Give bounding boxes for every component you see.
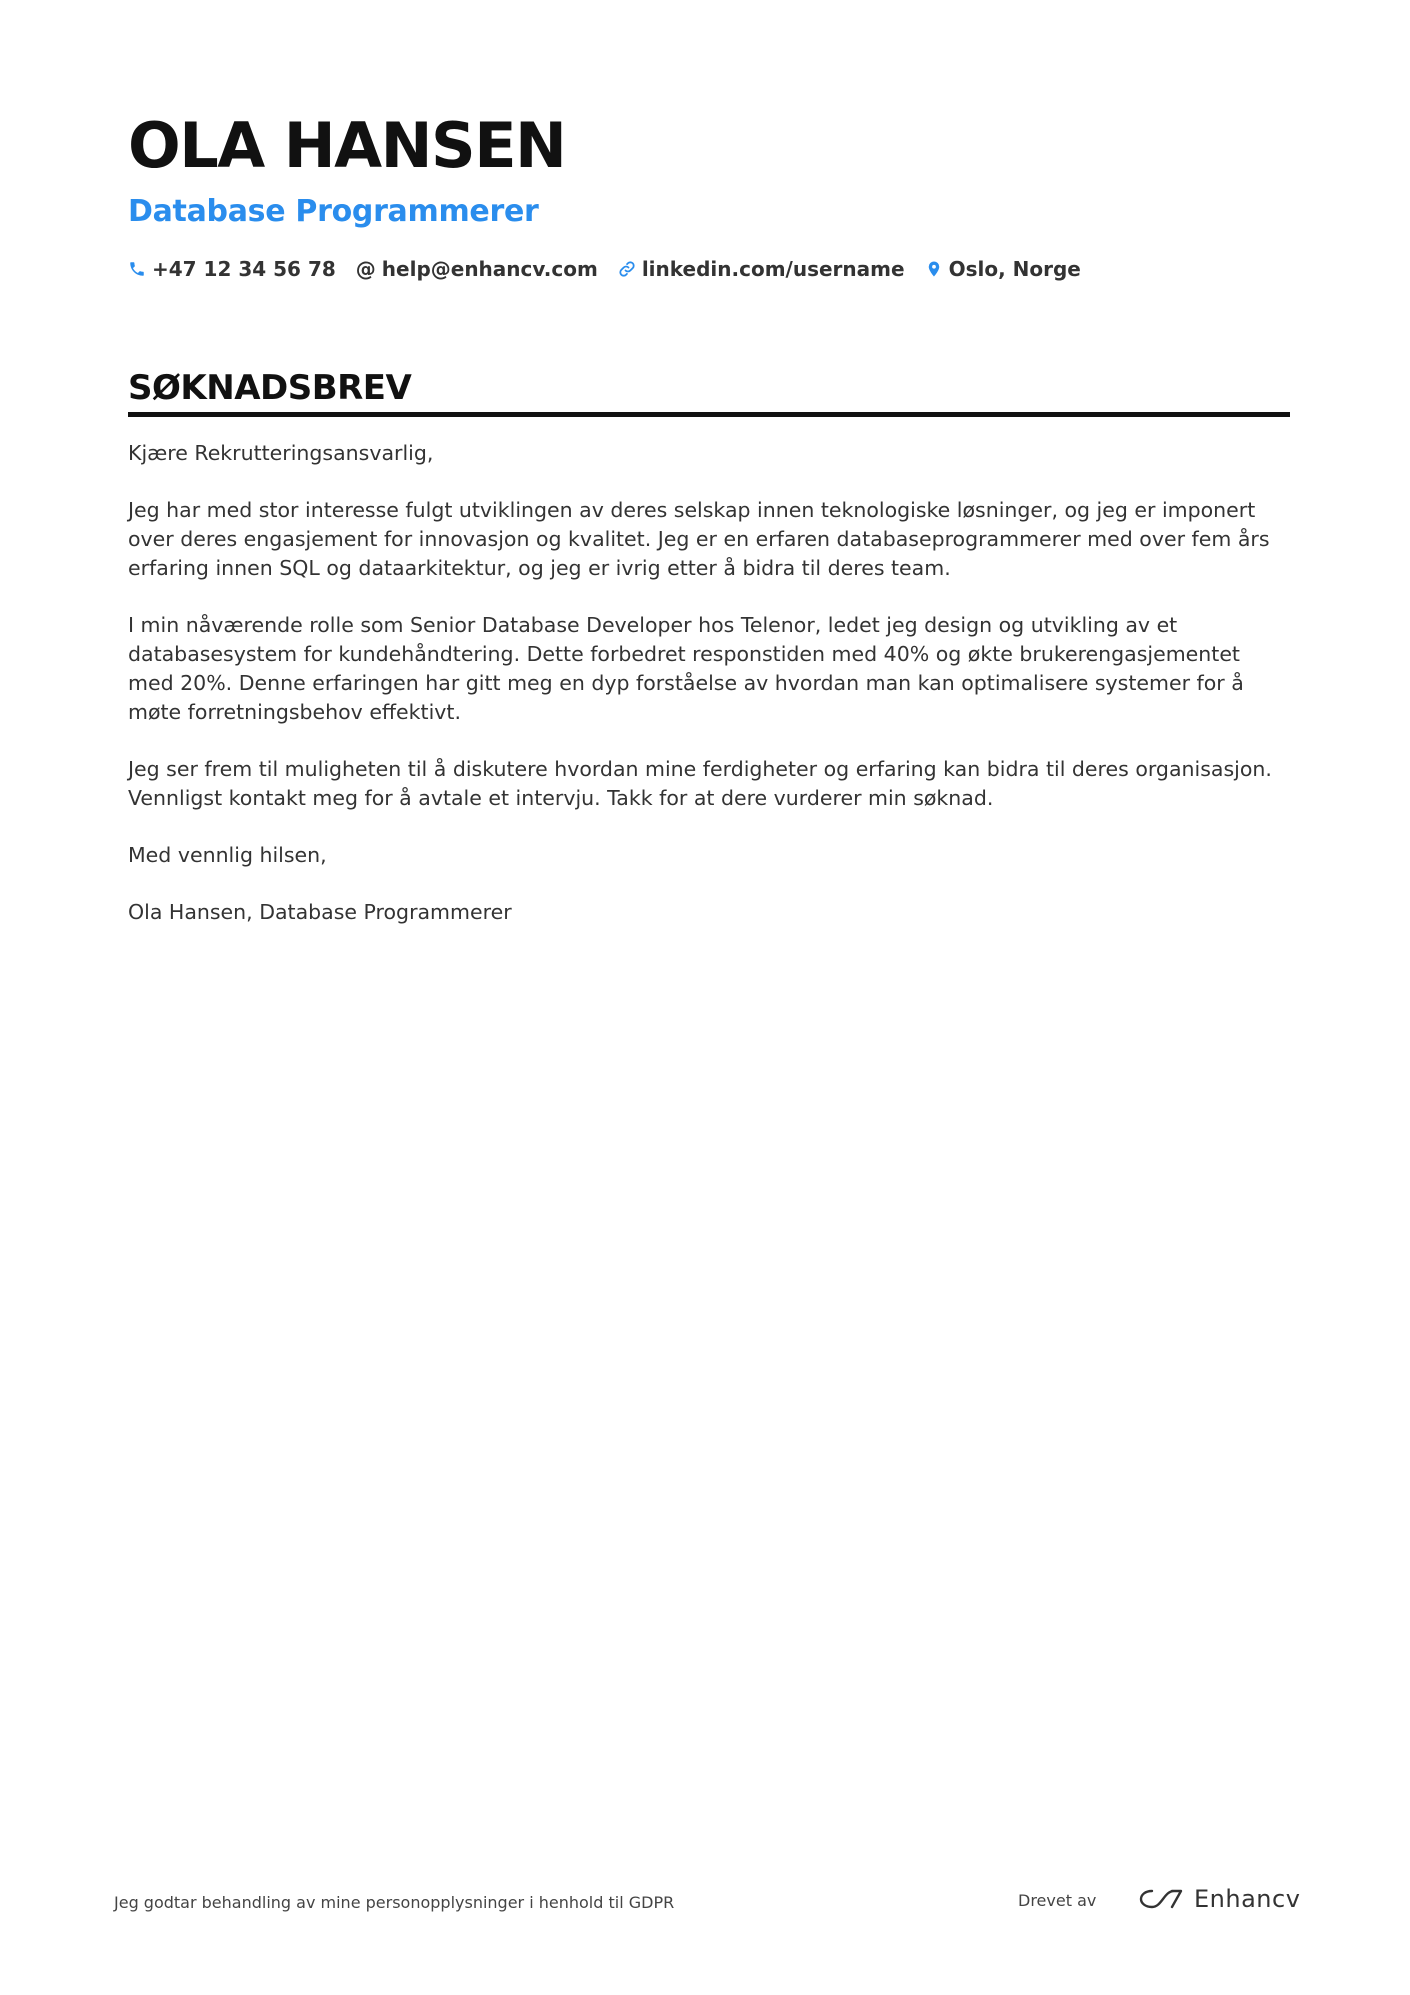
letter-closing: Med vennlig hilsen, [128, 843, 327, 867]
powered-by-text: Drevet av [1018, 1891, 1097, 1910]
applicant-name: OLA HANSEN [128, 109, 566, 182]
map-pin-icon [925, 260, 943, 278]
contact-row [128, 254, 1290, 284]
phone-text: +47 12 34 56 78 [152, 257, 336, 281]
phone-icon [128, 260, 146, 278]
linkedin-text: linkedin.com/username [641, 257, 905, 281]
enhancv-logo[interactable] [1138, 1885, 1300, 1913]
letter-body [128, 439, 1290, 927]
letter-paragraph-1: Jeg har med stor interesse fulgt utviklingen av deres selskap innen teknologiske løsninger, og jeg er imponert over deres engasjement for innovasjon og kvalitet. Jeg er en erfaren databaseprogrammerer med over fem års erfaring innen SQL og dataarkitektur, og jeg er ivrig etter å bidra til deres team. [128, 498, 1270, 580]
link-icon [618, 260, 636, 278]
section-divider [128, 412, 1290, 417]
letter-signature: Ola Hansen, Database Programmerer [128, 900, 512, 924]
resume-header [128, 108, 1290, 284]
email-text: help@enhancv.com [381, 257, 598, 281]
section-title: SØKNADSBREV [128, 368, 412, 408]
location-text: Oslo, Norge [948, 257, 1081, 281]
letter-greeting: Kjære Rekrutteringsansvarlig, [128, 441, 434, 465]
gdpr-consent-text: Jeg godtar behandling av mine personopplysninger i henhold til GDPR [114, 1893, 675, 1912]
enhancv-logo-icon [1138, 1886, 1184, 1912]
contact-email[interactable] [356, 257, 598, 281]
brand-name: Enhancv [1194, 1885, 1301, 1913]
cover-letter-section [128, 366, 1290, 955]
job-title: Database Programmerer [128, 194, 539, 229]
letter-paragraph-2: I min nåværende rolle som Senior Database Developer hos Telenor, ledet jeg design og utvikling av et databasesystem for kundehåndtering. Dette forbedret responstiden med 40% og økte brukerengasjementet med 20%. Denne erfaringen har gitt meg en dyp forståelse av hvordan man kan optimalisere systemer for å møte forretningsbehov effektivt. [128, 613, 1244, 724]
at-icon: @ [355, 257, 376, 281]
letter-paragraph-3: Jeg ser frem til muligheten til å diskutere hvordan mine ferdigheter og erfaring kan bidra til deres organisasjon. Vennligst kontakt meg for å avtale et intervju. Takk for at dere vurderer min søknad. [128, 757, 1272, 810]
contact-location [925, 257, 1081, 281]
contact-linkedin[interactable] [618, 257, 905, 281]
contact-phone[interactable] [128, 257, 336, 281]
